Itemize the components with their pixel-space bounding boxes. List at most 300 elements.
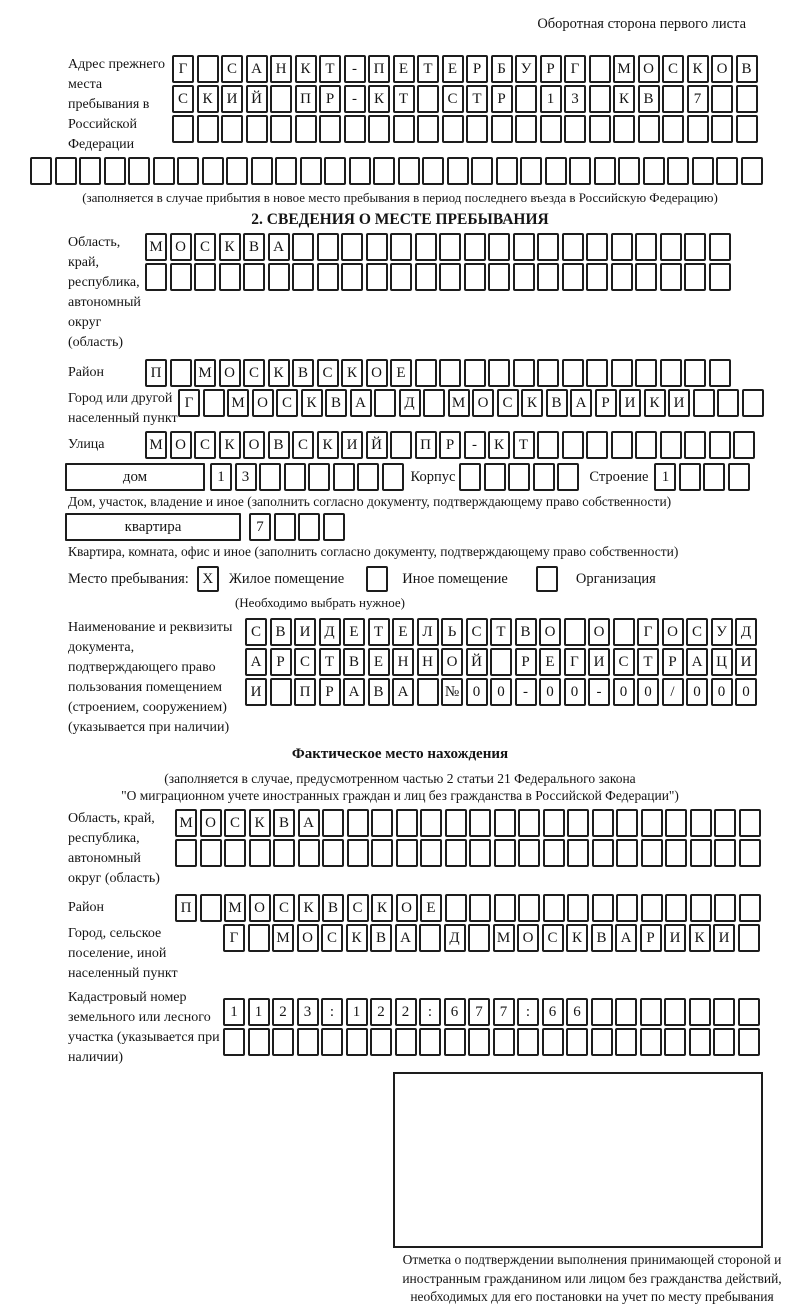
char-cell [739, 839, 761, 867]
char-cell: К [346, 924, 368, 952]
char-cell [690, 894, 712, 922]
char-cell [660, 233, 682, 261]
char-cell [415, 359, 437, 387]
char-cell: В [638, 85, 660, 113]
char-cell: К [687, 55, 709, 83]
char-cell: Г [178, 389, 200, 417]
char-cell: 6 [542, 998, 564, 1026]
prev-address-row-2[interactable] [172, 85, 758, 113]
char-cell: - [344, 55, 366, 83]
char-cell [422, 157, 444, 185]
fact-rayon-row[interactable] [175, 894, 761, 922]
char-cell [490, 648, 512, 676]
char-cell [445, 839, 467, 867]
zhiloe-label: Жилое помещение [228, 570, 345, 587]
prev-address-row-full[interactable] [30, 157, 800, 185]
char-cell: Б [491, 55, 513, 83]
char-cell [357, 463, 379, 491]
char-cell: И [668, 389, 690, 417]
char-cell [333, 463, 355, 491]
rayon-row[interactable] [145, 359, 731, 387]
char-cell [284, 463, 306, 491]
char-cell [346, 1028, 368, 1056]
char-cell [569, 157, 591, 185]
kadastr-row-1[interactable] [223, 998, 760, 1026]
char-cell: К [249, 809, 271, 837]
char-cell: О [297, 924, 319, 952]
char-cell: П [368, 55, 390, 83]
prev-address-label: Адрес прежнего места пребывания в Российской Федерации [68, 57, 165, 152]
char-cell [203, 389, 225, 417]
char-cell: В [343, 648, 365, 676]
char-cell [300, 157, 322, 185]
char-cell [684, 263, 706, 291]
char-cell: Е [442, 55, 464, 83]
char-cell: 0 [564, 678, 586, 706]
char-cell [297, 1028, 319, 1056]
char-cell [693, 389, 715, 417]
char-cell [515, 85, 537, 113]
kvartira-cells[interactable] [249, 513, 345, 541]
char-cell [270, 115, 292, 143]
char-cell [200, 839, 222, 867]
inoe-label: Иное помещение [402, 570, 508, 587]
char-cell: О [249, 894, 271, 922]
char-cell [713, 998, 735, 1026]
char-cell: Р [466, 55, 488, 83]
char-cell: В [270, 618, 292, 646]
dom-field [65, 463, 800, 491]
kadastr-field [68, 988, 800, 1068]
char-cell: 7 [468, 998, 490, 1026]
char-cell [564, 618, 586, 646]
char-cell: Т [368, 618, 390, 646]
char-cell [586, 233, 608, 261]
char-cell: П [294, 678, 316, 706]
organizacia-checkbox[interactable] [536, 566, 558, 592]
char-cell: 2 [370, 998, 392, 1026]
char-cell: О [366, 359, 388, 387]
char-cell [464, 233, 486, 261]
char-cell: - [464, 431, 486, 459]
char-cell [518, 894, 540, 922]
char-cell [640, 1028, 662, 1056]
stamp-box [393, 1072, 763, 1248]
char-cell: П [175, 894, 197, 922]
char-cell [716, 157, 738, 185]
char-cell: У [515, 55, 537, 83]
char-cell [390, 233, 412, 261]
char-cell: С [243, 359, 265, 387]
char-cell: А [246, 55, 268, 83]
char-cell: О [517, 924, 539, 952]
char-cell [219, 263, 241, 291]
char-cell [419, 1028, 441, 1056]
char-cell: 2 [395, 998, 417, 1026]
char-cell [537, 431, 559, 459]
char-cell [488, 263, 510, 291]
stroenie-label: Строение [589, 469, 649, 485]
doc-row-3[interactable] [245, 678, 757, 706]
char-cell [444, 1028, 466, 1056]
char-cell [292, 233, 314, 261]
inoe-checkbox[interactable] [366, 566, 388, 592]
char-cell: А [343, 678, 365, 706]
char-cell [370, 1028, 392, 1056]
char-cell: В [322, 894, 344, 922]
char-cell [322, 809, 344, 837]
char-cell [344, 115, 366, 143]
char-cell [618, 157, 640, 185]
char-cell: Т [466, 85, 488, 113]
char-cell: Н [270, 55, 292, 83]
char-cell: М [272, 924, 294, 952]
char-cell [170, 263, 192, 291]
char-cell: Р [319, 85, 341, 113]
char-cell [439, 359, 461, 387]
char-cell [272, 1028, 294, 1056]
char-cell: Р [270, 648, 292, 676]
char-cell: В [268, 431, 290, 459]
kvartira-caption: Квартира, комната, офис и иное (заполнить согласно документу, подтверждающему право собственности) [68, 544, 679, 559]
char-cell: М [145, 233, 167, 261]
char-cell: 0 [711, 678, 733, 706]
oblast-row-1[interactable] [145, 233, 731, 261]
char-cell: А [686, 648, 708, 676]
char-cell [390, 431, 412, 459]
char-cell [319, 115, 341, 143]
char-cell [177, 157, 199, 185]
char-cell: 3 [235, 463, 257, 491]
prev-address-row-1[interactable] [172, 55, 758, 83]
char-cell [202, 157, 224, 185]
char-cell [268, 263, 290, 291]
char-cell: М [224, 894, 246, 922]
prev-address-caption: (заполняется в случае прибытия в новое место пребывания в период последнего въезда в Российскую Федерацию) [82, 190, 718, 205]
char-cell: М [194, 359, 216, 387]
char-cell [221, 115, 243, 143]
char-cell: Е [390, 359, 412, 387]
char-cell [542, 1028, 564, 1056]
korpus-cells[interactable] [459, 463, 579, 491]
char-cell: О [219, 359, 241, 387]
char-cell [468, 924, 490, 952]
char-cell [368, 115, 390, 143]
char-cell [466, 115, 488, 143]
char-cell: Н [392, 648, 414, 676]
gorod-field [68, 389, 800, 429]
char-cell: Р [515, 648, 537, 676]
oblast-row-2[interactable] [145, 263, 731, 291]
char-cell [684, 431, 706, 459]
char-cell: Г [223, 924, 245, 952]
char-cell [197, 115, 219, 143]
char-cell [641, 839, 663, 867]
ulitsa-row[interactable] [145, 431, 755, 459]
char-cell [248, 924, 270, 952]
char-cell: В [243, 233, 265, 261]
char-cell: К [301, 389, 323, 417]
char-cell [373, 157, 395, 185]
fact-rayon-field [68, 894, 800, 922]
char-cell: М [175, 809, 197, 837]
char-cell [562, 233, 584, 261]
char-cell [537, 359, 559, 387]
char-cell [390, 263, 412, 291]
doc-row-2[interactable] [245, 648, 757, 676]
mesto-note: (Необходимо выбрать нужное) [234, 595, 406, 610]
char-cell [493, 1028, 515, 1056]
dom-caption: Дом, участок, владение и иное (заполнить согласно документу, подтверждающему право собственности) [68, 494, 672, 509]
char-cell [562, 359, 584, 387]
kvartira-field [65, 513, 800, 541]
char-cell [274, 513, 296, 541]
char-cell [393, 115, 415, 143]
char-cell [662, 115, 684, 143]
char-cell [679, 463, 701, 491]
char-cell: 1 [540, 85, 562, 113]
fact-gorod-row[interactable] [223, 924, 760, 952]
char-cell: К [298, 894, 320, 922]
char-cell [537, 233, 559, 261]
doc-row-1[interactable] [245, 618, 757, 646]
char-cell [728, 463, 750, 491]
char-cell: 0 [735, 678, 757, 706]
mesto-label: Место пребывания: [68, 570, 189, 587]
char-cell: Т [319, 55, 341, 83]
char-cell: Т [513, 431, 535, 459]
char-cell [153, 157, 175, 185]
char-cell [79, 157, 101, 185]
char-cell [664, 1028, 686, 1056]
char-cell [613, 618, 635, 646]
char-cell [690, 839, 712, 867]
char-cell [197, 55, 219, 83]
char-cell: С [245, 618, 267, 646]
char-cell: Д [444, 924, 466, 952]
char-cell: Г [637, 618, 659, 646]
char-cell: С [662, 55, 684, 83]
char-cell: И [294, 618, 316, 646]
char-cell [464, 359, 486, 387]
prev-address-row-3[interactable] [172, 115, 758, 143]
dom-cells[interactable] [210, 463, 404, 491]
char-cell: К [566, 924, 588, 952]
char-cell [420, 809, 442, 837]
stroenie-cells[interactable] [654, 463, 750, 491]
char-cell [742, 389, 764, 417]
char-cell [592, 894, 614, 922]
char-cell: А [245, 648, 267, 676]
char-cell [665, 809, 687, 837]
char-cell [323, 513, 345, 541]
char-cell [515, 115, 537, 143]
char-cell [611, 359, 633, 387]
char-cell [494, 839, 516, 867]
char-cell: И [713, 924, 735, 952]
char-cell [341, 233, 363, 261]
char-cell: В [591, 924, 613, 952]
char-cell [371, 839, 393, 867]
char-cell: С [292, 431, 314, 459]
char-cell: С [347, 894, 369, 922]
char-cell [270, 678, 292, 706]
char-cell: 0 [613, 678, 635, 706]
fact-caption-line2: "О миграционном учете иностранных граждан и лиц без гражданства в Российской Федерации") [121, 788, 679, 803]
gorod-row[interactable] [178, 389, 764, 417]
char-cell [709, 263, 731, 291]
char-cell [419, 924, 441, 952]
char-cell [545, 157, 567, 185]
char-cell: 0 [539, 678, 561, 706]
fact-oblast-row-1[interactable] [175, 809, 761, 837]
char-cell [469, 839, 491, 867]
rayon-field [68, 359, 800, 387]
char-cell [308, 463, 330, 491]
char-cell [513, 359, 535, 387]
char-cell [347, 809, 369, 837]
char-cell: 0 [490, 678, 512, 706]
char-cell [275, 157, 297, 185]
char-cell [382, 463, 404, 491]
char-cell: С [542, 924, 564, 952]
char-cell [537, 263, 559, 291]
char-cell: 1 [248, 998, 270, 1026]
char-cell: О [472, 389, 494, 417]
header-note: Оборотная сторона первого листа [537, 16, 746, 32]
char-cell: В [370, 924, 392, 952]
char-cell [223, 1028, 245, 1056]
char-cell [439, 233, 461, 261]
char-cell: Р [319, 678, 341, 706]
char-cell: В [325, 389, 347, 417]
char-cell: В [515, 618, 537, 646]
char-cell: М [613, 55, 635, 83]
char-cell: С [317, 359, 339, 387]
zhiloe-checkbox[interactable]: X [197, 566, 219, 592]
char-cell [442, 115, 464, 143]
char-cell [445, 894, 467, 922]
char-cell [711, 115, 733, 143]
char-cell [611, 233, 633, 261]
char-cell: М [493, 924, 515, 952]
char-cell [741, 157, 763, 185]
char-cell: А [298, 809, 320, 837]
kadastr-row-2[interactable] [223, 1028, 760, 1056]
char-cell: С [224, 809, 246, 837]
mesto-field [68, 566, 800, 592]
char-cell [635, 263, 657, 291]
char-cell [586, 263, 608, 291]
char-cell [709, 359, 731, 387]
char-cell [738, 924, 760, 952]
char-cell: Т [490, 618, 512, 646]
fact-oblast-row-2[interactable] [175, 839, 761, 867]
char-cell [30, 157, 52, 185]
char-cell: М [145, 431, 167, 459]
char-cell: А [615, 924, 637, 952]
char-cell: Г [564, 648, 586, 676]
char-cell [635, 359, 657, 387]
char-cell: Р [439, 431, 461, 459]
char-cell: Г [564, 55, 586, 83]
char-cell [714, 839, 736, 867]
char-cell [488, 359, 510, 387]
char-cell [508, 463, 530, 491]
char-cell: С [194, 431, 216, 459]
char-cell: К [644, 389, 666, 417]
char-cell [371, 809, 393, 837]
char-cell: Т [417, 55, 439, 83]
char-cell [566, 1028, 588, 1056]
char-cell [738, 998, 760, 1026]
char-cell [417, 115, 439, 143]
char-cell [665, 839, 687, 867]
stamp-caption: Отметка о подтверждении выполнения принимающей стороной и иностранным гражданином или лицом без гражданства действий, необходимых для его постановки на учет по месту пребывания [402, 1252, 782, 1304]
char-cell [248, 1028, 270, 1056]
char-cell [292, 263, 314, 291]
char-cell [243, 263, 265, 291]
char-cell: К [317, 431, 339, 459]
char-cell: Е [343, 618, 365, 646]
char-cell: К [219, 233, 241, 261]
char-cell [128, 157, 150, 185]
char-cell [616, 894, 638, 922]
fact-heading: Фактическое место нахождения [291, 746, 509, 762]
kvartira-box: квартира [65, 513, 241, 541]
char-cell [513, 233, 535, 261]
char-cell [611, 431, 633, 459]
char-cell: 7 [493, 998, 515, 1026]
kadastr-label: Кадастровый номер земельного или лесного участка (указывается при наличии) [68, 990, 220, 1065]
char-cell [518, 809, 540, 837]
char-cell: 7 [249, 513, 271, 541]
char-cell [615, 1028, 637, 1056]
char-cell [664, 998, 686, 1026]
char-cell [259, 463, 281, 491]
char-cell [55, 157, 77, 185]
char-cell [246, 115, 268, 143]
char-cell: С [497, 389, 519, 417]
char-cell: Е [368, 648, 390, 676]
char-cell: - [515, 678, 537, 706]
char-cell [533, 463, 555, 491]
char-cell: И [735, 648, 757, 676]
char-cell: О [200, 809, 222, 837]
char-cell [692, 157, 714, 185]
char-cell [739, 894, 761, 922]
char-cell: 7 [687, 85, 709, 113]
char-cell [613, 115, 635, 143]
char-cell [543, 809, 565, 837]
char-cell: 1 [346, 998, 368, 1026]
char-cell [324, 157, 346, 185]
char-cell: Ц [711, 648, 733, 676]
char-cell [635, 233, 657, 261]
char-cell [447, 157, 469, 185]
char-cell: В [292, 359, 314, 387]
char-cell [317, 233, 339, 261]
char-cell [520, 157, 542, 185]
char-cell [736, 85, 758, 113]
char-cell [341, 263, 363, 291]
char-cell [295, 115, 317, 143]
char-cell: 0 [686, 678, 708, 706]
char-cell [643, 157, 665, 185]
char-cell: К [521, 389, 543, 417]
fact-caption-line1: (заполняется в случае, предусмотренном частью 2 статьи 21 Федерального закона [164, 771, 636, 786]
char-cell [270, 85, 292, 113]
